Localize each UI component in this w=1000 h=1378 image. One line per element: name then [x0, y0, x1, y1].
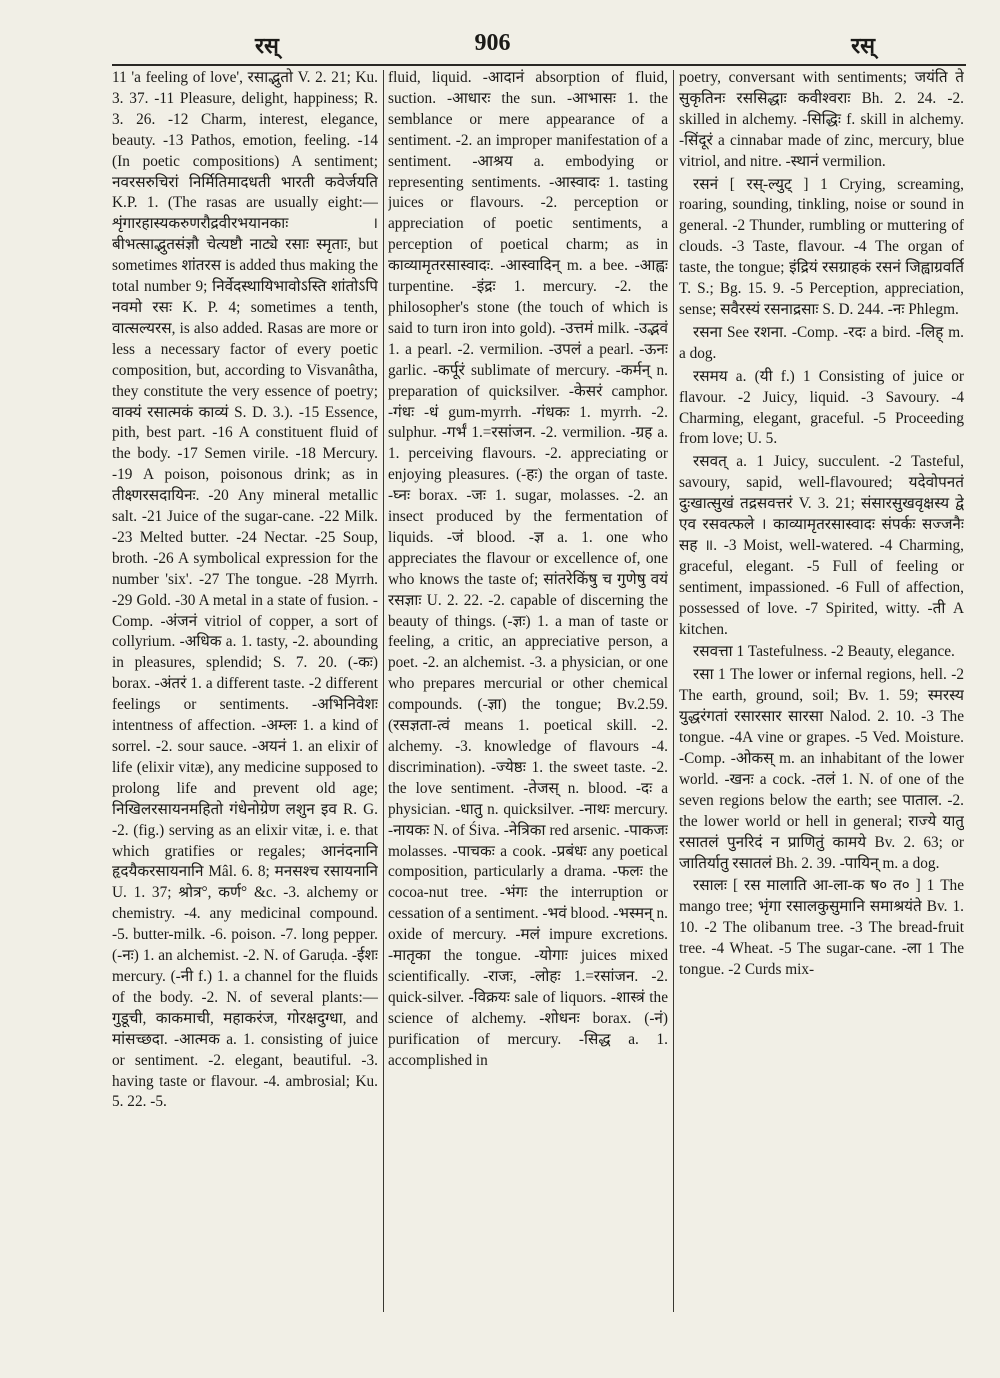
- right-guide-word: रस्: [851, 33, 875, 58]
- dictionary-entry-text: 11 'a feeling of love', रसाद्भुतो V. 2. 21; Ku. 3. 37. -11 Pleasure, delight, happiness; R. 3. 26. -12 Charm, interest, elegance, beauty. -13 Pathos, emotion, feeling. -14 (In poetic compositions) A sentiment; नवरसरुचिरां निर्मितिमादधती भारती कवेर्जयति K.P. 1. (The rasas are usually eight:—शृंगारहास्यकरुणरौद्रवीरभयानकाः । बीभत्साद्भुतसंज्ञौ चेत्यष्टौ नाट्ये रसाः स्मृताः, but sometimes शांतरस is added thus making the total number 9; निर्वेदस्थायिभावोऽस्ति शांतोऽपि नवमो रसः K. P. 4; sometimes a tenth, वात्सल्यरस, is also added. Rasas are more or less a necessary factor of every poetic composition, but, according to Visvanâtha, they constitute the very essence of poetry; वाक्यं रसात्मकं काव्यं S. D. 3.). -15 Essence, pith, best part. -16 A constituent fluid of the body. -17 Semen virile. -18 Mercury. -19 A poison, poisonous drink; as in तीक्ष्णरसदायिनः. -20 Any mineral metallic salt. -21 Juice of the sugar-cane. -22 Milk. -23 Melted butter. -24 Nectar. -25 Soup, broth. -26 A symbolical expression for the number 'six'. -27 The tongue. -28 Myrrh. -29 Gold. -30 A metal in a state of fusion. -Comp. -अंजनं vitriol of copper, a sort of collyrium. -अधिक a. 1. tasty, -2. abounding in pleasures, splendid; S. 7. 20. (-कः) borax. -अंतरं 1. a different taste. -2 different feelings or sentiments. -अभिनिवेशः intentness of affection. -अम्लः 1. a kind of sorrel. -2. sour sauce. -अयनं 1. an elixir of life (elixir vitæ), any medicine supposed to prolong life and prevent old age; निखिलरसायनमहितो गंधेनोग्रेण लशुन इव R. G. -2. (fig.) serving as an elixir vitæ, i. e. that which gratifies or regales; आनंदनानि हृदयैकरसायनानि Mâl. 6. 8; मनसश्च रसायनानि U. 1. 37; श्रोत्र°, कर्ण° &c. -3. alchemy or chemistry. -4. any medicinal compound. -5. butter-milk. -6. poison. -7. long pepper. (-नः) 1. an alchemist. -2. N. of Garuḍa. -ईशः mercury. (-नी f.) 1. a channel for the fluids of the body. -2. N. of several plants:—गुडूची, काकमाची, महाकरंज, गोरक्षदुग्धा, and मांसच्छदा. -आत्मक a. 1. consisting of juice or sentiment. -2. elegant, beautiful. -3. having taste or flavour. -4. ambrosial; Ku. 5. 22. -5.: [112, 69, 378, 1111]
- dictionary-entry: रसनं [ रस्-ल्युट् ] 1 Crying, screaming, roaring, sounding, tinkling, noise or sound in general. -2 Thunder, rumbling or muttering of clouds. -3 Taste, flavour. -4 The organ of taste, the tongue; इंद्रियं रसग्राहकं रसनं जिह्वाग्रवर्ति T. S.; Bg. 15. 9. -5 Perception, appreciation, sense; सवैरस्यं रसनाद्रसाः S. D. 244. -नः Phlegm.: [679, 175, 964, 318]
- dictionary-entry: रसना See रशना. -Comp. -रदः a bird. -लिह् m. a dog.: [679, 323, 964, 362]
- dictionary-entry: रसमय a. (यी f.) 1 Consisting of juice or flavour. -2 Juicy, liquid. -3 Savoury. -4 Charming, elegant, graceful. -5 Proceeding from love; U. 5.: [679, 367, 964, 448]
- dictionary-entry-text: poetry, conversant with sentiments; जयंति ते सुकृतिनः रससिद्धाः कवीश्वराः Bh. 2. 24. -2. skilled in alchemy. -सिद्धिः f. skill in alchemy. -सिंदूरं a cinnabar made of zinc, mercury, blue vitriol, and nitre. -स्थानं vermilion.: [679, 69, 964, 170]
- column-divider: [383, 70, 384, 1312]
- header-rule: [112, 64, 966, 66]
- column-1: [112, 68, 378, 1314]
- column-3: [679, 68, 964, 1314]
- dictionary-entry: रसा 1 The lower or infernal regions, hell. -2 The earth, ground, soil; Bv. 1. 59; स्मरस्य युद्धरंगतां रसारसार सारसा Nalod. 2. 10. -3 The tongue. -4A vine or grapes. -5 Ved. Moisture. -Comp. -ओकस् m. an inhabitant of the lower world. -खनः a cock. -तलं 1. N. of one of the seven regions below the earth; see पाताल. -2. the lower world or hell in general; राज्ये यातु रसातलं पुनरिदं न प्राणितुं कामये Bv. 2. 63; or जातिर्यातु रसातलं Bh. 2. 39. -पायिन् m. a dog.: [679, 666, 964, 872]
- dictionary-entry: रसवत्ता 1 Tastefulness. -2 Beauty, elegance.: [693, 643, 955, 661]
- dictionary-entry-text: fluid, liquid. -आदानं absorption of fluid, suction. -आधारः the sun. -आभासः 1. the semblance or mere appearance of a sentiment. -2. an improper manifestation of a sentiment. -आश्रय a. embodying or representing sentiments. -आस्वादः 1. tasting juices or flavours. -2. perception or appreciation of poetic sentiments, a perception of poetical charm; as in काव्यामृतरसास्वादः. -आस्वादिन् m. a bee. -आह्वः turpentine. -इंद्रः 1. mercury. -2. the philosopher's stone (the touch of which is said to turn iron into gold). -उत्तमं milk. -उद्भवं 1. a pearl. -2. vermilion. -उपलं a pearl. -ऊनः garlic. -कर्पूरं sublimate of mercury. -कर्मन् n. preparation of quicksilver. -केसरं camphor. -गंधः -धं gum-myrrh. -गंधकः 1. myrrh. -2. sulphur. -गर्भं 1.=रसांजन. -2. vermilion. -ग्रह a. 1. perceiving flavours. -2. appreciating or enjoying pleasures. (-हः) the organ of taste. -घ्नः borax. -जः 1. sugar, molasses. -2. an insect produced by the fermentation of liquids. -जं blood. -ज्ञ a. 1. one who appreciates the flavour or excellence of, one who knows the taste of; सांतरेकिंषु च गुणेषु वयं रसज्ञाः U. 2. 22. -2. capable of discerning the beauty of things. (-ज्ञः) 1. a man of taste or feeling, a critic, an appreciative person, a poet. -2. an alchemist. -3. a physician, or one who prepares mercurial or other chemical compounds. (-ज्ञा) the tongue; Bv.2.59. (रसज्ञता-त्वं means 1. poetical skill. -2. alchemy. -3. knowledge of flavours -4. discrimination). -ज्येष्ठः 1. the sweet taste. -2. the love sentiment. -तेजस् n. blood. -दः a physician. -धातु n. quicksilver. -नाथः mercury. -नायकः N. of Śiva. -नेत्रिका red arsenic. -पाकजः molasses. -पाचकः a cook. -प्रबंधः any poetical composition, particularly a drama. -फलः the cocoa-nut tree. -भंगः the interruption or cessation of a sentiment. -भवं blood. -भस्मन् n. oxide of mercury. -मलं impure excretions. -मातृका the tongue. -योगाः juices mixed scientifically. -राजः, -लोहः 1.=रसांजन. -2. quick-silver. -विक्रयः sale of liquors. -शास्त्रं the science of alchemy. -शोधनः borax. (-नं) purification of mercury. -सिद्ध a. 1. accomplished in: [388, 69, 668, 1069]
- left-guide-word: रस्: [255, 33, 279, 58]
- column-divider: [673, 70, 674, 1312]
- page-number: 906: [474, 30, 511, 56]
- page-header: [110, 28, 875, 68]
- dictionary-entry: रसालः [ रस मालाति आ-ला-क ष० त० ] 1 The mango tree; भृंगा रसालकुसुमानि समाश्रयंते Bv. 1. 10. -2 The olibanum tree. -3 The bread-fruit tree. -4 Wheat. -5 The sugar-cane. -ला 1 The tongue. -2 Curds mix-: [679, 877, 964, 979]
- column-2: [388, 68, 668, 1314]
- dictionary-entry: रसवत् a. 1 Juicy, succulent. -2 Tasteful, savoury, sapid, well-flavoured; यदेवोपनतं दुःखात्सुखं तद्रसवत्तरं V. 3. 21; संसारसुखवृक्षस्य द्वे एव रसवत्फले । काव्यामृतरसास्वादः संपर्कः सज्जनैः सह ॥. -3 Moist, well-watered. -4 Charming, graceful, elegant. -5 Full of feeling or sentiment, impassioned. -6 Full of affection, possessed of love. -7 Spirited, witty. -ती A kitchen.: [679, 453, 964, 638]
